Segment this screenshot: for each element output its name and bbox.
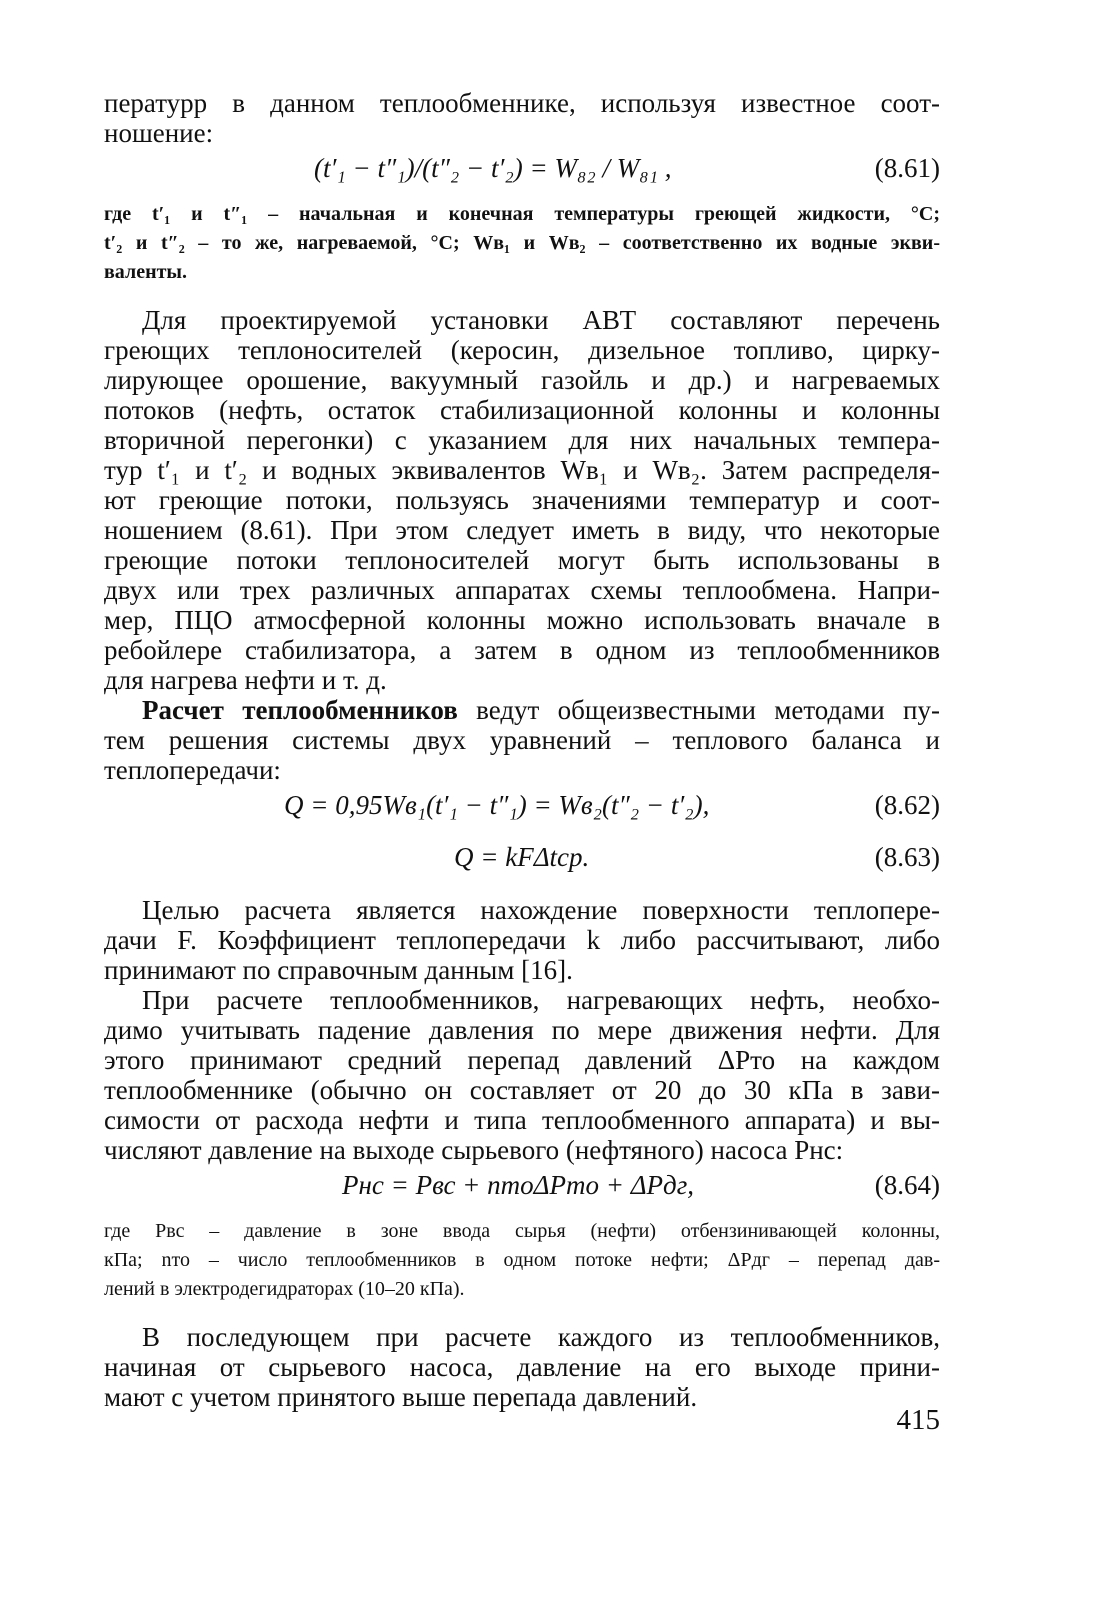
text-line: симости от расхода нефти и типа теплообменного аппарата) и вы- [104, 1105, 940, 1135]
text-line: ношением (8.61). При этом следует иметь в виду, что некоторые [104, 515, 940, 545]
text-line: начиная от сырьевого насоса, давление на его выходе прини- [104, 1352, 940, 1382]
note-line: где Pвс – давление в зоне ввода сырья (нефти) отбензинивающей колонны, [104, 1220, 940, 1242]
text-line: вторичной перегонки) с указанием для них начальных темпера- [104, 425, 940, 455]
equation-formula: Q = kFΔtср. [454, 842, 590, 872]
text-line: теплообменнике (обычно он составляет от 20 до 30 кПа в зави- [104, 1075, 940, 1105]
equation-number: (8.61) [874, 153, 940, 183]
text-line [104, 695, 940, 725]
text-line: числяют давление на выходе сырьевого (нефтяного) насоса Pнс: [104, 1135, 844, 1165]
note-line: валенты. [104, 261, 188, 283]
text-line: греющие потоки теплоносителей могут быть использованы в [104, 545, 940, 575]
note-line: где t′₁ и t″₁ – начальная и конечная температуры греющей жидкости, °С; [104, 203, 940, 225]
text-line: ребойлере стабилизатора, а затем в одном из теплообменников [104, 635, 940, 665]
note-line: t′₂ и t″₂ – то же, нагреваемой, °С; Wв₁ и Wв₂ – соответственно их водные экви- [104, 232, 940, 254]
equation-number: (8.64) [874, 1170, 940, 1200]
text-line: принимают по справочным данным [16]. [104, 955, 573, 985]
equation-formula: (t′₁ − t″₁)/(t″₂ − t′₂) = W₈₂ / W₈₁ , [314, 153, 672, 183]
text-line: димо учитывать падение давления по мере движения нефти. Для [104, 1015, 940, 1045]
equation-8-64 [104, 1165, 940, 1205]
text-line: потоков (нефть, остаток стабилизационной колонны и колонны [104, 395, 940, 425]
equation-formula: Pнс = Pвс + nтоΔPто + ΔPдг, [342, 1170, 694, 1200]
text-line: этого принимают средний перепад давлений ΔPто на каждом [104, 1045, 940, 1075]
text-line: Целью расчета является нахождение поверхности теплопере- [142, 895, 940, 925]
text-line: лирующее орошение, вакуумный газойль и др.) и нагреваемых [104, 365, 940, 395]
text-line: двух или трех различных аппаратах схемы теплообмена. Напри- [104, 575, 940, 605]
equation-formula: Q = 0,95Wв₁(t′₁ − t″₁) = Wв₂(t″₂ − t′₂), [284, 790, 710, 820]
text-line: тур t′₁ и t′₂ и водных эквивалентов Wв₁ и Wв₂. Затем распределя- [104, 455, 940, 485]
text-line: ношение: [104, 118, 214, 148]
text-line: ют греющие потоки, пользуясь значениями температур и соот- [104, 485, 940, 515]
equation-8-62 [104, 785, 940, 825]
text-line: для нагрева нефти и т. д. [104, 665, 387, 695]
text-line: Для проектируемой установки АВТ составляют перечень [142, 305, 940, 335]
text-line: При расчете теплообменников, нагревающих нефть, необхо- [142, 985, 940, 1015]
text-line: мают с учетом принятого выше перепада давлений. [104, 1382, 698, 1412]
equation-8-63 [104, 837, 940, 877]
text-line: дачи F. Коэффициент теплопередачи k либо рассчитывают, либо [104, 925, 940, 955]
text-line: пературр в данном теплообменнике, используя известное соот- [104, 88, 940, 118]
page-body [104, 88, 940, 1412]
equation-8-61 [104, 148, 940, 188]
bold-term: Расчет теплообменников [142, 695, 458, 725]
text-line: В последующем при расчете каждого из теплообменников, [142, 1322, 940, 1352]
text-line: мер, ПЦО атмосферной колонны можно использовать вначале в [104, 605, 940, 635]
page-number: 415 [896, 1404, 940, 1436]
text-line: теплопередачи: [104, 755, 281, 785]
equation-number: (8.62) [874, 790, 940, 820]
note-line: кПа; nто – число теплообменников в одном потоке нефти; ΔPдг – перепад дав- [104, 1249, 940, 1271]
equation-number: (8.63) [874, 842, 940, 872]
text-line: греющих теплоносителей (керосин, дизельное топливо, цирку- [104, 335, 940, 365]
text-line: тем решения системы двух уравнений – теплового баланса и [104, 725, 940, 755]
text-fragment: ведут общеизвестными методами пу- [457, 695, 941, 725]
note-line: лений в электродегидраторах (10–20 кПа). [104, 1278, 465, 1300]
